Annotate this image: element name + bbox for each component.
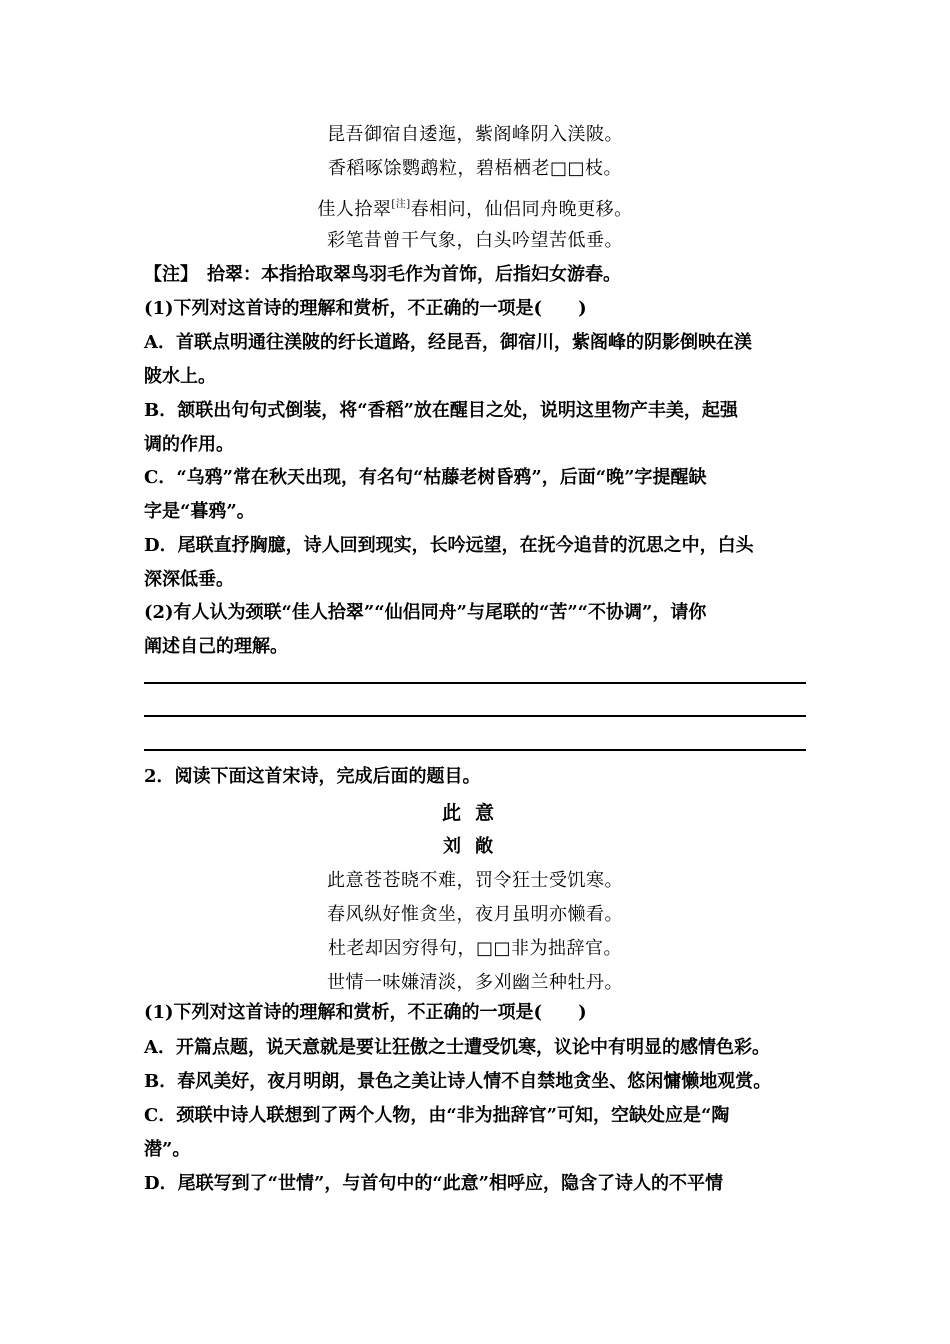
q2-poem-title [144, 796, 806, 831]
q1-sub2-cont: 阐述自己的理解。 [144, 636, 288, 657]
q1-sub2: (2)有人认为颈联“佳人拾翠”“仙侣同舟”与尾联的“苦”“不协调”，请你 [144, 602, 707, 623]
poem1-line-3-rest: 春相问，仙侣同舟晚更移。 [410, 199, 633, 220]
answer-line-1[interactable] [144, 682, 806, 684]
q1-option-c: C．“乌鸦”常在秋天出现，有名句“枯藤老树昏鸦”，后面“晚”字提醒缺 [144, 467, 707, 488]
poem2-line-2: 春风纵好惟贪坐，夜月虽明亦懒看。 [327, 904, 623, 925]
note-text: 拾翠：本指拾取翠鸟羽毛作为首饰，后指妇女游春。 [207, 264, 621, 285]
answer-line-3[interactable] [144, 749, 806, 751]
q1-option-a-cont: 陂水上。 [144, 366, 216, 387]
q2-intro: 2．阅读下面这首宋诗，完成后面的题目。 [144, 766, 481, 787]
q1-option-d: D．尾联直抒胸臆，诗人回到现实，长吟远望，在抚今追昔的沉思之中，白头 [144, 535, 754, 556]
q1-option-b: B．颔联出句句式倒装，将“香稻”放在醒目之处，说明这里物产丰美，起强 [144, 400, 738, 421]
poem1-line-2: 香稻啄馀鹦鹉粒，碧梧栖老□□枝。 [327, 158, 622, 179]
q1-option-c-cont: 字是“暮鸦”。 [144, 501, 255, 522]
poem1-line-4: 彩笔昔曾干气象，白头吟望苦低垂。 [327, 230, 623, 251]
q1-option-a: A．首联点明通往渼陂的纡长道路，经昆吾，御宿川，紫阁峰的阴影倒映在渼 [144, 332, 752, 353]
q2-option-b: B．春风美好，夜月明朗，景色之美让诗人情不自禁地贪坐、悠闲慵懒地观赏。 [144, 1071, 772, 1092]
q1-option-b-cont: 调的作用。 [144, 434, 234, 455]
poem1-line-3 [144, 192, 806, 223]
poem-author-text: 刘敞 [443, 836, 507, 857]
q1-option-d-cont: 深深低垂。 [144, 569, 234, 590]
q2-poem-author [144, 830, 806, 864]
poem1-line-3-start: 佳人拾翠 [317, 199, 392, 220]
q2-option-d: D．尾联写到了“世情”，与首句中的“此意”相呼应，隐含了诗人的不平情 [144, 1173, 724, 1194]
q1-sub1: (1)下列对这首诗的理解和赏析，不正确的一项是( ) [144, 298, 587, 319]
poem2-line-1: 此意苍苍晓不难，罚令狂士受饥寒。 [327, 870, 623, 891]
q2-option-a: A．开篇点题，说天意就是要让狂傲之士遭受饥寒，议论中有明显的感情色彩。 [144, 1037, 770, 1058]
q2-option-c: C．颈联中诗人联想到了两个人物，由“非为拙辞官”可知，空缺处应是“陶 [144, 1105, 730, 1126]
poem2-line-4: 世情一味嫌清淡，多刈幽兰种牡丹。 [327, 972, 623, 993]
answer-line-2[interactable] [144, 715, 806, 717]
poem-note [144, 258, 806, 292]
note-label: 【注】 [144, 264, 189, 285]
note-mark: [注] [391, 199, 411, 210]
poem-title-text: 此意 [441, 802, 508, 824]
q2-option-c-cont: 潜”。 [144, 1139, 191, 1160]
poem1-line-1: 昆吾御宿自逶迤，紫阁峰阴入渼陂。 [327, 124, 623, 145]
q2-sub1: (1)下列对这首诗的理解和赏析，不正确的一项是( ) [144, 1002, 587, 1023]
poem2-line-3: 杜老却因穷得句，□□非为拙辞官。 [327, 938, 622, 959]
